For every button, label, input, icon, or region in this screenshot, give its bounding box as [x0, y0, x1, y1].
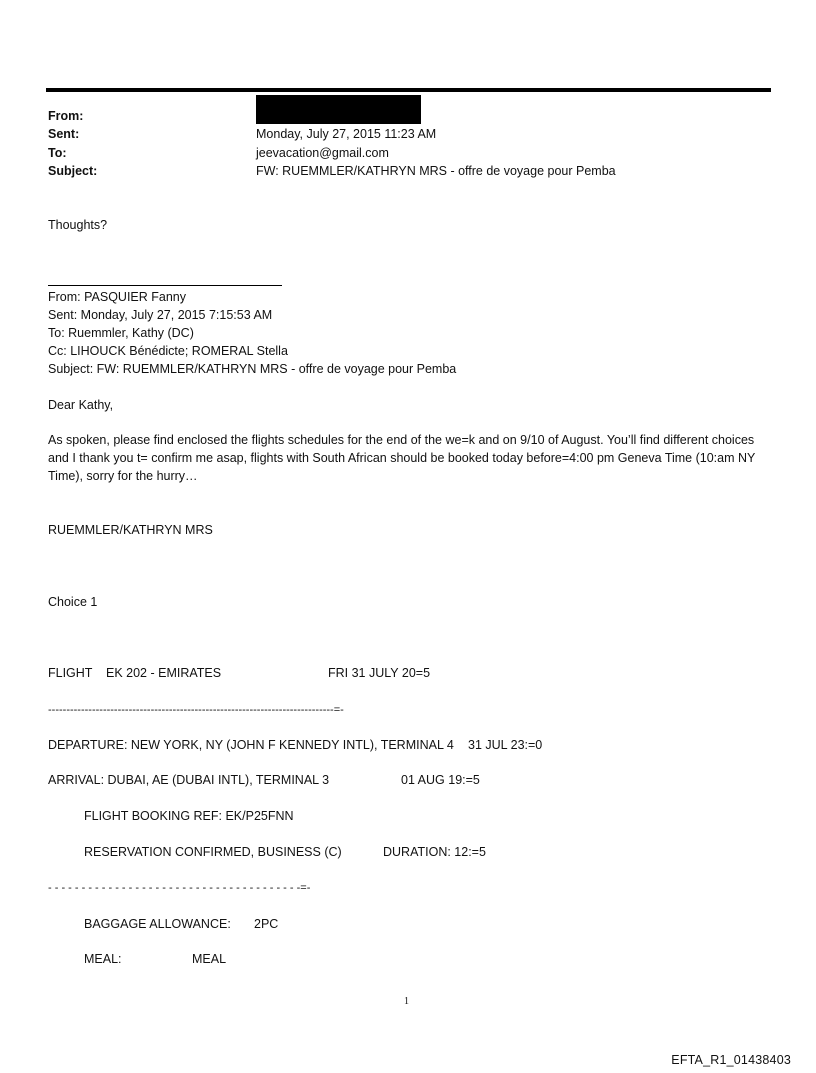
meal-label: MEAL: [84, 952, 122, 966]
forwarded-from: From: PASQUIER Fanny [48, 290, 186, 304]
greeting: Dear Kathy, [48, 398, 114, 412]
from-label: From: [48, 109, 84, 123]
meal-value: MEAL [192, 952, 227, 966]
forwarded-cc: Cc: LIHOUCK Bénédicte; ROMERAL Stella [48, 344, 288, 358]
forwarded-sent: Sent: Monday, July 27, 2015 7:15:53 AM [48, 308, 273, 322]
arrival-time: 01 AUG 19:=5 [401, 773, 480, 787]
itinerary-separator-spaced: - - - - - - - - - - - - - - - - - - - - - - - - - - - - - - - - - - - - - -=- [48, 882, 311, 894]
choice-label: Choice 1 [48, 595, 98, 609]
itinerary-separator: ------------------------------------------------------------------------------=- [48, 704, 344, 716]
flight-label: FLIGHT [48, 666, 93, 680]
arrival-info: ARRIVAL: DUBAI, AE (DUBAI INTL), TERMINAL 3 [48, 773, 330, 787]
passenger-name: RUEMMLER/KATHRYN MRS [48, 523, 213, 537]
forward-separator [48, 285, 282, 286]
to-value: jeevacation@gmail.com [256, 146, 389, 160]
forwarded-subject: Subject: FW: RUEMMLER/KATHRYN MRS - offre de voyage pour Pemba [48, 362, 457, 376]
reservation-status: RESERVATION CONFIRMED, BUSINESS (C) [84, 845, 342, 859]
subject-label: Subject: [48, 164, 98, 178]
to-label: To: [48, 146, 67, 160]
booking-reference: FLIGHT BOOKING REF: EK/P25FNN [84, 809, 294, 823]
header-top-rule [46, 88, 771, 92]
page-number: 1 [404, 996, 409, 1007]
departure-time: 31 JUL 23:=0 [468, 738, 543, 752]
sent-value: Monday, July 27, 2015 11:23 AM [256, 127, 437, 141]
subject-value: FW: RUEMMLER/KATHRYN MRS - offre de voyage pour Pemba [256, 164, 616, 178]
sent-label: Sent: [48, 127, 80, 141]
flight-duration: DURATION: 12:=5 [383, 845, 486, 859]
flight-number: EK 202 - EMIRATES [106, 666, 222, 680]
document-id: EFTA_R1_01438403 [671, 1053, 791, 1067]
message-paragraph: As spoken, please find enclosed the flights schedules for the end of the we=k and on 9/10 of August. You’ll find different choices and I thank you t= confirm me asap, flights with South African should be booked today before=4:00 pm Geneva Time (10:am NY Time), sorry for the hurry… [48, 433, 756, 483]
forwarded-to: To: Ruemmler, Kathy (DC) [48, 326, 194, 340]
baggage-value: 2PC [254, 917, 279, 931]
flight-date: FRI 31 JULY 20=5 [328, 666, 431, 680]
baggage-label: BAGGAGE ALLOWANCE: [84, 917, 231, 931]
departure-info: DEPARTURE: NEW YORK, NY (JOHN F KENNEDY INTL), TERMINAL 4 [48, 738, 454, 752]
thoughts-text: Thoughts? [48, 218, 108, 232]
redacted-sender [256, 95, 421, 124]
